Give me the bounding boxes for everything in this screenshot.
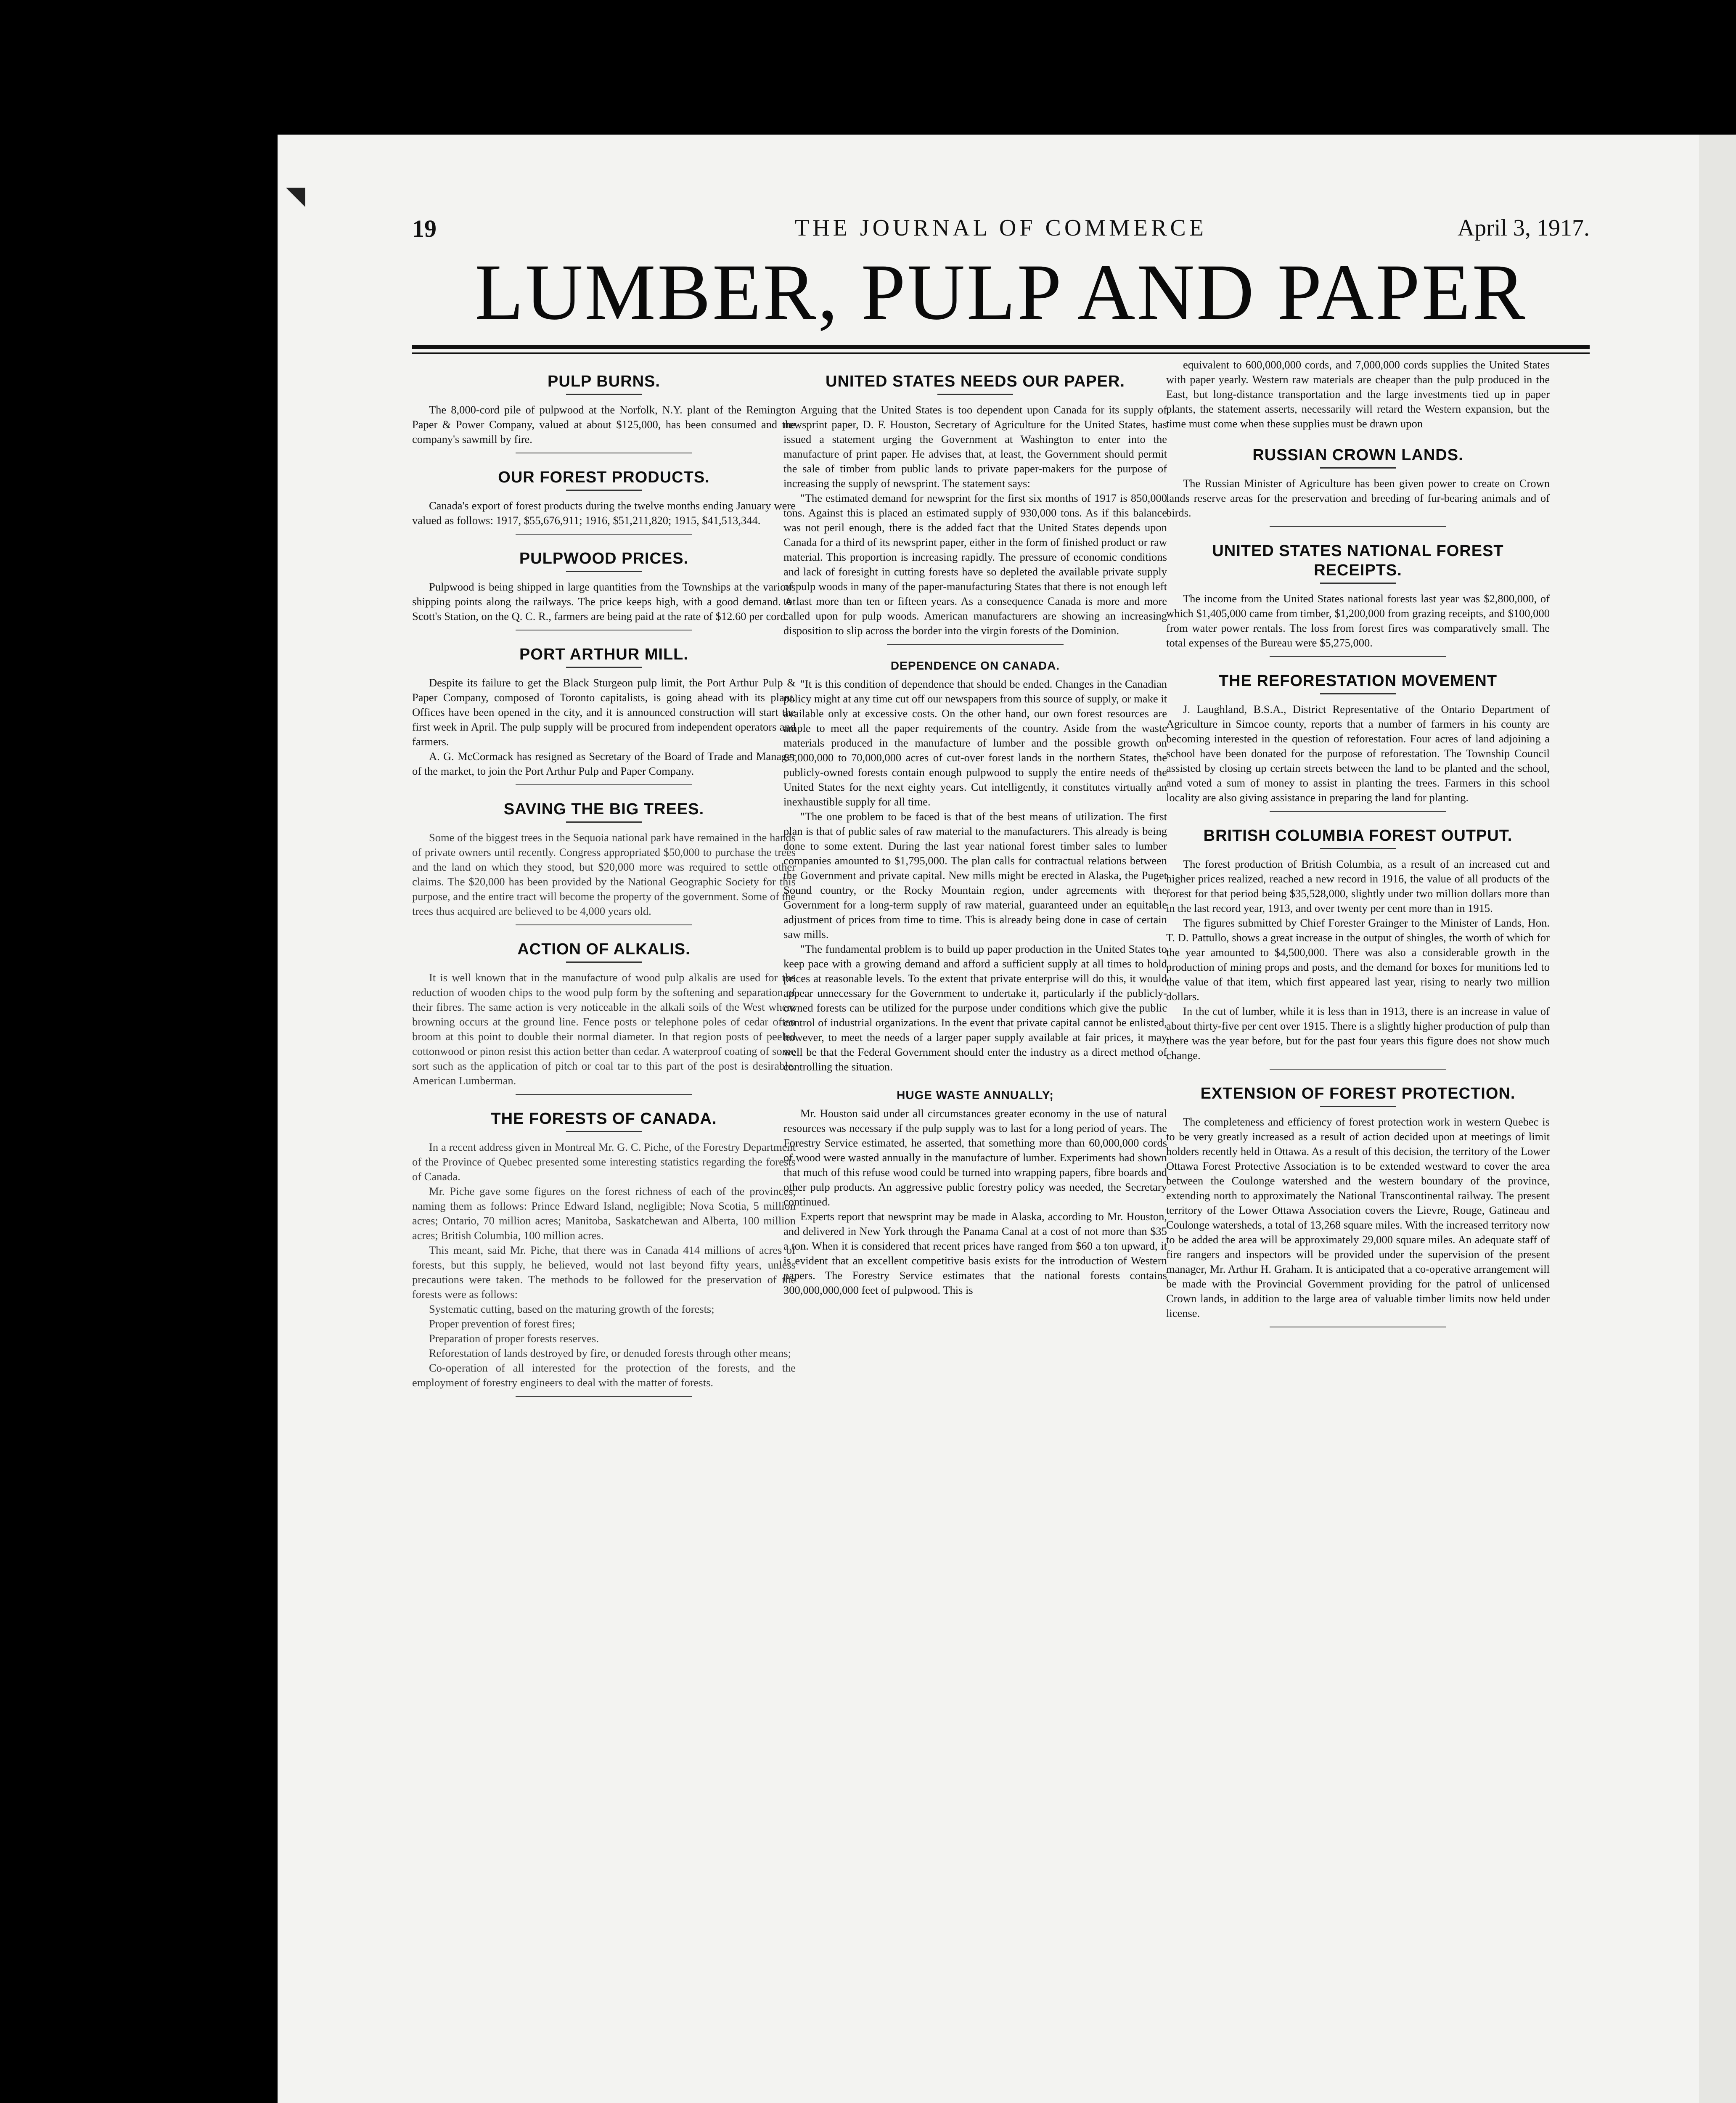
article-separator <box>1270 811 1446 812</box>
article-headline: PULP BURNS. <box>548 373 660 390</box>
article-paragraph: equivalent to 600,000,000 cords, and 7,000,000 cords supplies the United States with paper yearly. Western raw materials are cheaper than the pulp produced in the East, but long-distance transportation and the large investments tied up in paper plants, the statement asserts, necessarily will retard the Western expansion, but the time must come when these supplies must be drawn upon <box>1166 358 1550 430</box>
article-paragraph: Systematic cutting, based on the maturing growth of the forests; <box>429 1303 715 1315</box>
article-separator <box>887 644 1064 645</box>
column-2 <box>783 358 1167 2074</box>
article-separator <box>516 784 692 785</box>
newspaper-page <box>278 135 1716 2103</box>
article <box>412 1109 796 1397</box>
article-headline: UNITED STATES NEEDS OUR PAPER. <box>826 373 1125 390</box>
article <box>412 800 796 925</box>
article-headline: OUR FOREST PRODUCTS. <box>498 469 710 486</box>
journal-name: THE JOURNAL OF COMMERCE <box>795 215 1207 241</box>
article-paragraph: "It is this condition of dependence that should be ended. Changes in the Canadian policy might at any time cut off our newspapers from this source of supply, or make it available only at excessive costs. On the other hand, our own forest resources are ample to meet all the paper requirements of the country. Aside from the waste materials produced in the manufacture of lumber and the possible growth on 65,000,000 to 70,000,000 acres of cut-over forest lands in the northern States, the publicly-owned forests contain enough pulpwood to supply the entire needs of the United States for the next eighty years. Cut intelligently, it constitutes virtually an inexhaustible supply for all time. <box>783 678 1167 808</box>
article-headline: PORT ARTHUR MILL. <box>519 646 688 663</box>
article-paragraph: Some of the biggest trees in the Sequoia national park have remained in the hands of private owners until recently. Congress appropriated $50,000 to purchase the trees and the land on which they stood, but $20,000 more was required to settle other claims. The $20,000 has been provided by the National Geographic Society for this purpose, and the entire tract will become the property of the government. Some of the trees thus acquired are believed to be 4,000 years old. <box>412 831 796 917</box>
column-3 <box>1166 358 1550 2074</box>
headline-rule <box>566 821 642 823</box>
article-paragraph: Despite its failure to get the Black Sturgeon pulp limit, the Port Arthur Pulp & Paper Company, composed of Toronto capitalists, is going ahead with its plant. Offices have been opened in the city, and it is announced construction will start the first week in April. The pulp supply will be procured from independent operators and farmers. <box>412 676 796 748</box>
masthead-rule-thin <box>412 352 1590 354</box>
article-paragraph: Proper prevention of forest fires; <box>429 1317 575 1330</box>
article-paragraph: The forest production of British Columbia, as a result of an increased cut and higher prices realized, reached a new record in 1916, the value of all products of the forest for that period being $35,528,000, slightly under two million dollars more than in the last record year, 1913, and over twenty per cent more than in 1915. <box>1166 858 1550 914</box>
article-subhead: DEPENDENCE ON CANADA. <box>890 659 1060 672</box>
article-separator <box>516 1094 692 1095</box>
article-paragraph: Reforestation of lands destroyed by fire, or denuded forests through other means; <box>429 1347 791 1359</box>
article-paragraph: The 8,000-cord pile of pulpwood at the Norfolk, N.Y. plant of the Remington Paper & Power Company, valued at about $125,000, has been consumed and the company's sawmill by fire. <box>412 403 796 445</box>
article-paragraph: The completeness and efficiency of forest protection work in western Quebec is to be very greatly increased as a result of action decided upon at meetings of limit holders recently held in Ottawa. As a result of this decision, the territory of the Lower Ottawa Forest Protective Association is to be extended westward to cover the area between the Coulonge watershed and the western boundary of the province, extending north to approximately the National Transcontinental railway. The present territory of the Lower Ottawa Association covers the Lievre, Rouge, Gatineau and Coulonge watersheds, a total of 13,268 square miles. With the increased territory now to be added the area will be approximately 29,000 square miles. An adequate staff of fire rangers and inspectors will be provided under the supervision of the present manager, Mr. Arthur H. Graham. It is anticipated that a co-operative arrangement will be made with the Provincial Government providing for the patrol of unlicensed Crown lands, in addition to the large area of valuable timber limits now held under license. <box>1166 1115 1550 1319</box>
headline-rule <box>566 667 642 668</box>
article-headline: UNITED STATES NATIONAL FOREST RECEIPTS. <box>1212 542 1504 579</box>
issue-date: April 3, 1917. <box>1457 215 1590 241</box>
article-paragraph: J. Laughland, B.S.A., District Representative of the Ontario Department of Agriculture in Simcoe county, reports that a number of farmers in his county are becoming interested in the question of reforestation. Four acres of land adjoining a school have been donated for the purpose of reforestation. The Township Council assisted by closing up certain streets between the land to be planted and the school, and voted a sum of money to assist in planting the trees. Farmers in this school locality are also giving assistance in preparing the land for planting. <box>1166 703 1550 804</box>
article-headline: THE FORESTS OF CANADA. <box>491 1110 717 1128</box>
page-number: 19 <box>412 215 437 242</box>
article-separator <box>516 534 692 535</box>
headline-rule <box>937 394 1013 395</box>
article <box>1166 541 1550 657</box>
article-headline: EXTENSION OF FOREST PROTECTION. <box>1200 1085 1516 1102</box>
article-headline: SAVING THE BIG TREES. <box>503 800 704 818</box>
article-paragraph: Arguing that the United States is too dependent upon Canada for its supply of newsprint paper, D. F. Houston, Secretary of Agriculture for the United States, has issued a statement urging the Government at Washington to enter into the manufacture of print paper. He advises that, at least, the Government should permit the sale of timber from public lands to private paper-makers for the purpose of increasing the supply of newsprint. The statement says: <box>783 403 1167 490</box>
article <box>1166 671 1550 812</box>
article-headline: THE REFORESTATION MOVEMENT <box>1218 672 1498 690</box>
article-headline: RUSSIAN CROWN LANDS. <box>1252 446 1463 464</box>
headline-rule <box>566 961 642 963</box>
headline-rule <box>566 394 642 395</box>
article-paragraph: "The estimated demand for newsprint for the first six months of 1917 is 850,000 tons. Against this is placed an estimated supply of 930,000 tons. As if this balance was not peril enough, there is the added fact that the United States depends upon Canada for a third of its newsprint paper, either in the form of finished product or raw material. This proportion is increasing rapidly. The pressure of economic conditions and lack of foresight in cutting forests have so depleted the available private supply of pulp woods in many of the paper-manufacturing States that there is not enough left to last more than ten or fifteen years. As a consequence Canada is more and more called upon for pulp woods. American manufacturers are showing an increasing disposition to slip across the border into the virgin forests of the Dominion. <box>783 492 1167 637</box>
adjacent-page-edge <box>1699 135 1736 2103</box>
article-paragraph: The Russian Minister of Agriculture has been given power to create on Crown lands reserve areas for the preservation and breeding of fur-bearing animals and of birds. <box>1166 477 1550 519</box>
article <box>412 645 796 785</box>
article <box>783 1089 1167 1298</box>
folio-line <box>412 215 1590 248</box>
article-separator <box>1270 526 1446 527</box>
article <box>412 940 796 1095</box>
article-paragraph: A. G. McCormack has resigned as Secretary of the Board of Trade and Manager of the market, to join the Port Arthur Pulp and Paper Company. <box>412 750 796 777</box>
article <box>783 659 1167 1074</box>
article <box>1166 826 1550 1070</box>
headline-rule <box>1320 467 1396 469</box>
article-paragraph: Pulpwood is being shipped in large quantities from the Townships at the various shipping points along the railways. The price keeps high, with a good demand. At Scott's Station, on the Q. C. R., farmers are being paid at the rate of $12.60 per cord. <box>412 580 796 622</box>
article-separator <box>516 1396 692 1397</box>
article <box>1166 445 1550 527</box>
headline-rule <box>1320 1106 1396 1107</box>
article-paragraph: Preparation of proper forests reserves. <box>429 1332 599 1345</box>
article-paragraph: In the cut of lumber, while it is less than in 1913, there is an increase in value of about thirty-five per cent over 1915. There is a slightly higher production of pulp than there was the year before, but for the past four years this figure does not show much change. <box>1166 1005 1550 1062</box>
headline-rule <box>566 1131 642 1132</box>
edge-mark-icon: ◥ <box>286 182 306 209</box>
headline-rule <box>566 571 642 572</box>
article-headline: PULPWOOD PRICES. <box>519 550 689 567</box>
headline-rule <box>566 490 642 491</box>
article-paragraph: Experts report that newsprint may be made in Alaska, according to Mr. Houston, and delivered in New York through the Panama Canal at a cost of not more than $35 a ton. When it is considered that recent prices have ranged from $60 a ton upward, it is evident that an excellent competitive basis exists for the introduction of Western papers. The Forestry Service estimates that the national forests contains 300,000,000,000 feet of pulpwood. This is <box>783 1210 1167 1296</box>
article-paragraph: Mr. Houston said under all circumstances greater economy in the use of natural resources was necessary if the pulp supply was to last for a long period of years. The Forestry Service estimated, he asserted, that something more than 60,000,000 cords of wood were wasted annually in the manufacture of lumber. Experiments had shown that much of this refuse wood could be turned into wrapping papers, fibre boards and other pulp products. An aggressive public forestry policy was needed, the Secretary continued. <box>783 1107 1167 1208</box>
article <box>1166 1084 1550 1327</box>
article-headline: ACTION OF ALKALIS. <box>517 940 691 958</box>
article-paragraph: It is well known that in the manufacture of wood pulp alkalis are used for the reduction of wooden chips to the wood pulp form by the softening and separation of their fibres. The same action is very noticeable in the alkali soils of the West where browning occurs at the ground line. Fence posts or telephone poles of cedar often broom at this point to double their normal diameter. In that region posts of peeled cottonwood or pinon resist this action better than cedar. A waterproof coating of some sort such as the application of pitch or coal tar to this part of the post is desirable. American Lumberman. <box>412 971 796 1087</box>
masthead-rule-thick <box>412 345 1590 349</box>
article-paragraph: This meant, said Mr. Piche, that there was in Canada 414 millions of acres of forests, but this supply, he believed, would not last beyond fifty years, unless precautions were taken. The methods to be followed for the preservation of the forests were as follows: <box>412 1244 796 1300</box>
article-headline: BRITISH COLUMBIA FOREST OUTPUT. <box>1203 827 1513 845</box>
article <box>1166 358 1550 431</box>
section-title: LUMBER, PULP AND PAPER <box>474 248 1527 336</box>
article-paragraph: In a recent address given in Montreal Mr. G. C. Piche, of the Forestry Department of the Province of Quebec presented some interesting statistics regarding the forests of Canada. <box>412 1141 796 1183</box>
article <box>783 372 1167 645</box>
article <box>412 372 796 453</box>
article <box>412 468 796 535</box>
article-paragraph: "The one problem to be faced is that of the best means of utilization. The first plan is that of public sales of raw material to the manufacturers. This already is being done to some extent. During the last year national forest timber sales to lumber companies amounted to $1,795,000. The plan calls for contractual relations between the Government and private capital. New mills might be erected in Alaska, the Puget Sound country, or the Rocky Mountain region, under agreements with the Government for a long-term supply of raw material, guaranteed under an equitable adjustment of prices from time to time. This is already being done in case of certain saw mills. <box>783 810 1167 940</box>
article-subhead: HUGE WASTE ANNUALLY; <box>897 1089 1054 1102</box>
article-paragraph: Canada's export of forest products during the twelve months ending January were valued as follows: 1917, $55,676,911; 1916, $51,211,820; 1915, $41,513,344. <box>412 499 796 527</box>
column-1 <box>412 358 796 2074</box>
headline-rule <box>1320 848 1396 849</box>
article-separator <box>516 924 692 925</box>
article-paragraph: The figures submitted by Chief Forester Grainger to the Minister of Lands, Hon. T. D. Pattullo, shows a great increase in the output of shingles, the worth of which for the year amounted to $4,500,000. There was also a considerable growth in the production of mining props and posts, and the demand for boxes for munitions led to the value of that item, which first appeared last year, rising to nearly two million dollars. <box>1166 916 1550 1003</box>
article-separator <box>1270 1069 1446 1070</box>
article-paragraph: "The fundamental problem is to build up paper production in the United States to keep pace with a growing demand and afford a sufficient supply at all times to hold prices at reasonable levels. To the extent that private enterprise will do this, it would appear unnecessary for the Government to undertake it, particularly if the publicly-owned forests can be utilized for the purpose under conditions which give the public control of industrial organizations. In the event that private capital cannot be enlisted, however, to meet the needs of a larger paper supply available at fair prices, it may well be that the Federal Government should enter the industry as a direct method of controlling the situation. <box>783 943 1167 1073</box>
headline-rule <box>1320 693 1396 694</box>
article <box>412 549 796 630</box>
article-paragraph: The income from the United States national forests last year was $2,800,000, of which $1,405,000 came from timber, $1,200,000 from grazing receipts, and $100,000 from water power rentals. The loss from forest fires was comparatively small. The total expenses of the Bureau were $5,275,000. <box>1166 592 1550 649</box>
article-paragraph: Co-operation of all interested for the protection of the forests, and the employment of forestry engineers to deal with the matter of forests. <box>412 1361 796 1389</box>
headline-rule <box>1320 583 1396 584</box>
article-separator <box>1270 656 1446 657</box>
article-paragraph: Mr. Piche gave some figures on the forest richness of each of the provinces, naming them as follows: Prince Edward Island, negligible; Nova Scotia, 5 million acres; Ontario, 70 million acres; Manitoba, Saskatchewan and Alberta, 100 million acres; British Columbia, 100 million acres. <box>412 1185 796 1242</box>
